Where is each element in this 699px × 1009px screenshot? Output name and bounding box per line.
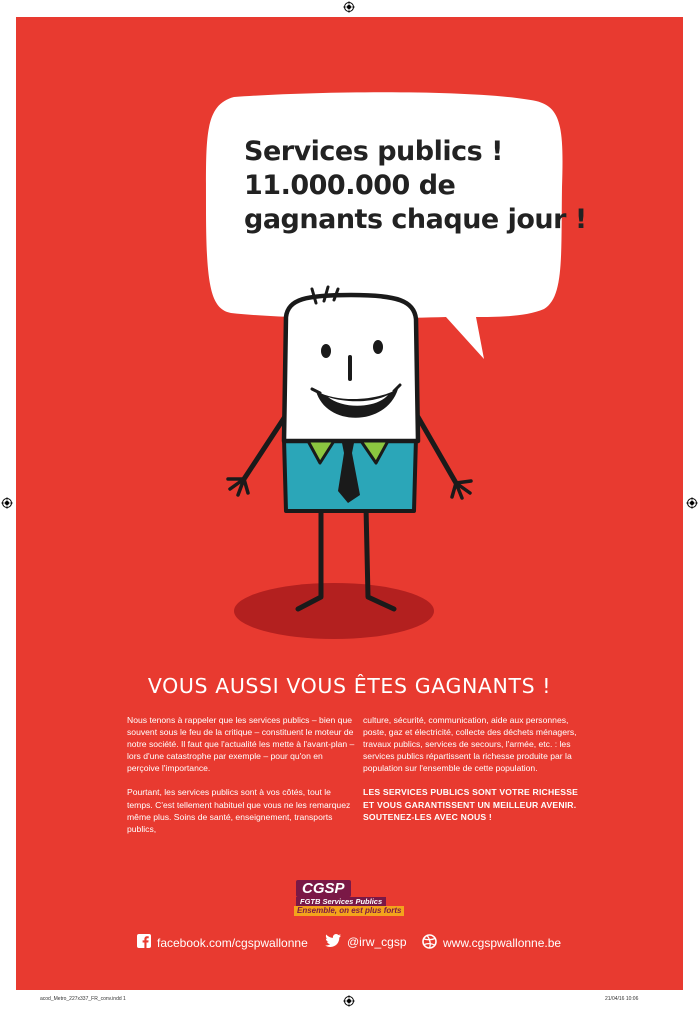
website-label: www.cgspwallonne.be [443, 936, 562, 950]
registration-mark-top [343, 1, 355, 13]
bubble-line: Services publics ! [244, 136, 503, 167]
twitter-label: @irw_cgsp [347, 935, 407, 949]
bubble-line: gagnants chaque jour ! [244, 204, 587, 235]
poster [16, 17, 683, 990]
logo-subtitle: FGTB Services Publics [296, 897, 386, 907]
right-arm [418, 417, 456, 483]
logo-tagline: Ensemble, on est plus forts [294, 906, 404, 916]
cgsp-logo [291, 880, 411, 916]
speech-bubble-text [244, 135, 587, 237]
body-column-right [363, 714, 591, 835]
facebook-label: facebook.com/cgspwallonne [157, 935, 308, 950]
bubble-line: 11.000.000 de [244, 170, 456, 201]
paragraph: Nous tenons à rappeler que les services publics – bien que souvent sous le feu de la critique – constituent le moteur de notre société. Il faut que l'actualité les mette à l'avant-plan – lors d'une catastrophe par exemple – pour qu'on en perçoive l'importance. [127, 715, 355, 774]
logo-name: CGSP [296, 880, 351, 897]
call-to-action: LES SERVICES PUBLICS SONT VOTRE RICHESSE ET VOUS GARANTISSENT UN MEILLEUR AVENIR. SOUTENEZ-LES AVEC NOUS ! [363, 787, 579, 822]
main-heading: VOUS AUSSI VOUS ÊTES GAGNANTS ! [147, 674, 552, 698]
registration-mark-right [686, 497, 698, 509]
left-arm [244, 412, 288, 479]
registration-mark-bottom [343, 995, 355, 1007]
ground-shadow [234, 583, 434, 639]
paragraph: culture, sécurité, communication, aide aux personnes, poste, gaz et électricité, collecte des déchets ménagers, travaux publics, services de secours, l'armée, etc. : les services publics répartissent la richesse produite par la population sur l'ensemble de cette population. [363, 715, 577, 774]
body-column-left [127, 714, 355, 847]
website-link[interactable] [422, 934, 561, 952]
globe-icon [422, 934, 437, 952]
facebook-link[interactable] [137, 934, 308, 951]
print-file-mark: acod_Metro_227x337_FR_conv.indd 1 [40, 996, 126, 1002]
right-eye [373, 340, 383, 354]
print-date-mark: 21/04/16 10:06 [605, 996, 639, 1002]
twitter-icon [325, 934, 341, 950]
twitter-link[interactable] [325, 934, 407, 950]
paragraph: Pourtant, les services publics sont à vos côtés, tout le temps. C'est tellement habituel que vous ne les remarquez même plus. Soins de santé, enseignement, transports publics, [127, 787, 351, 834]
left-eye [321, 344, 331, 358]
social-links [16, 934, 683, 954]
cartoon-illustration [16, 17, 683, 657]
registration-mark-left [1, 497, 13, 509]
facebook-icon [137, 934, 151, 951]
